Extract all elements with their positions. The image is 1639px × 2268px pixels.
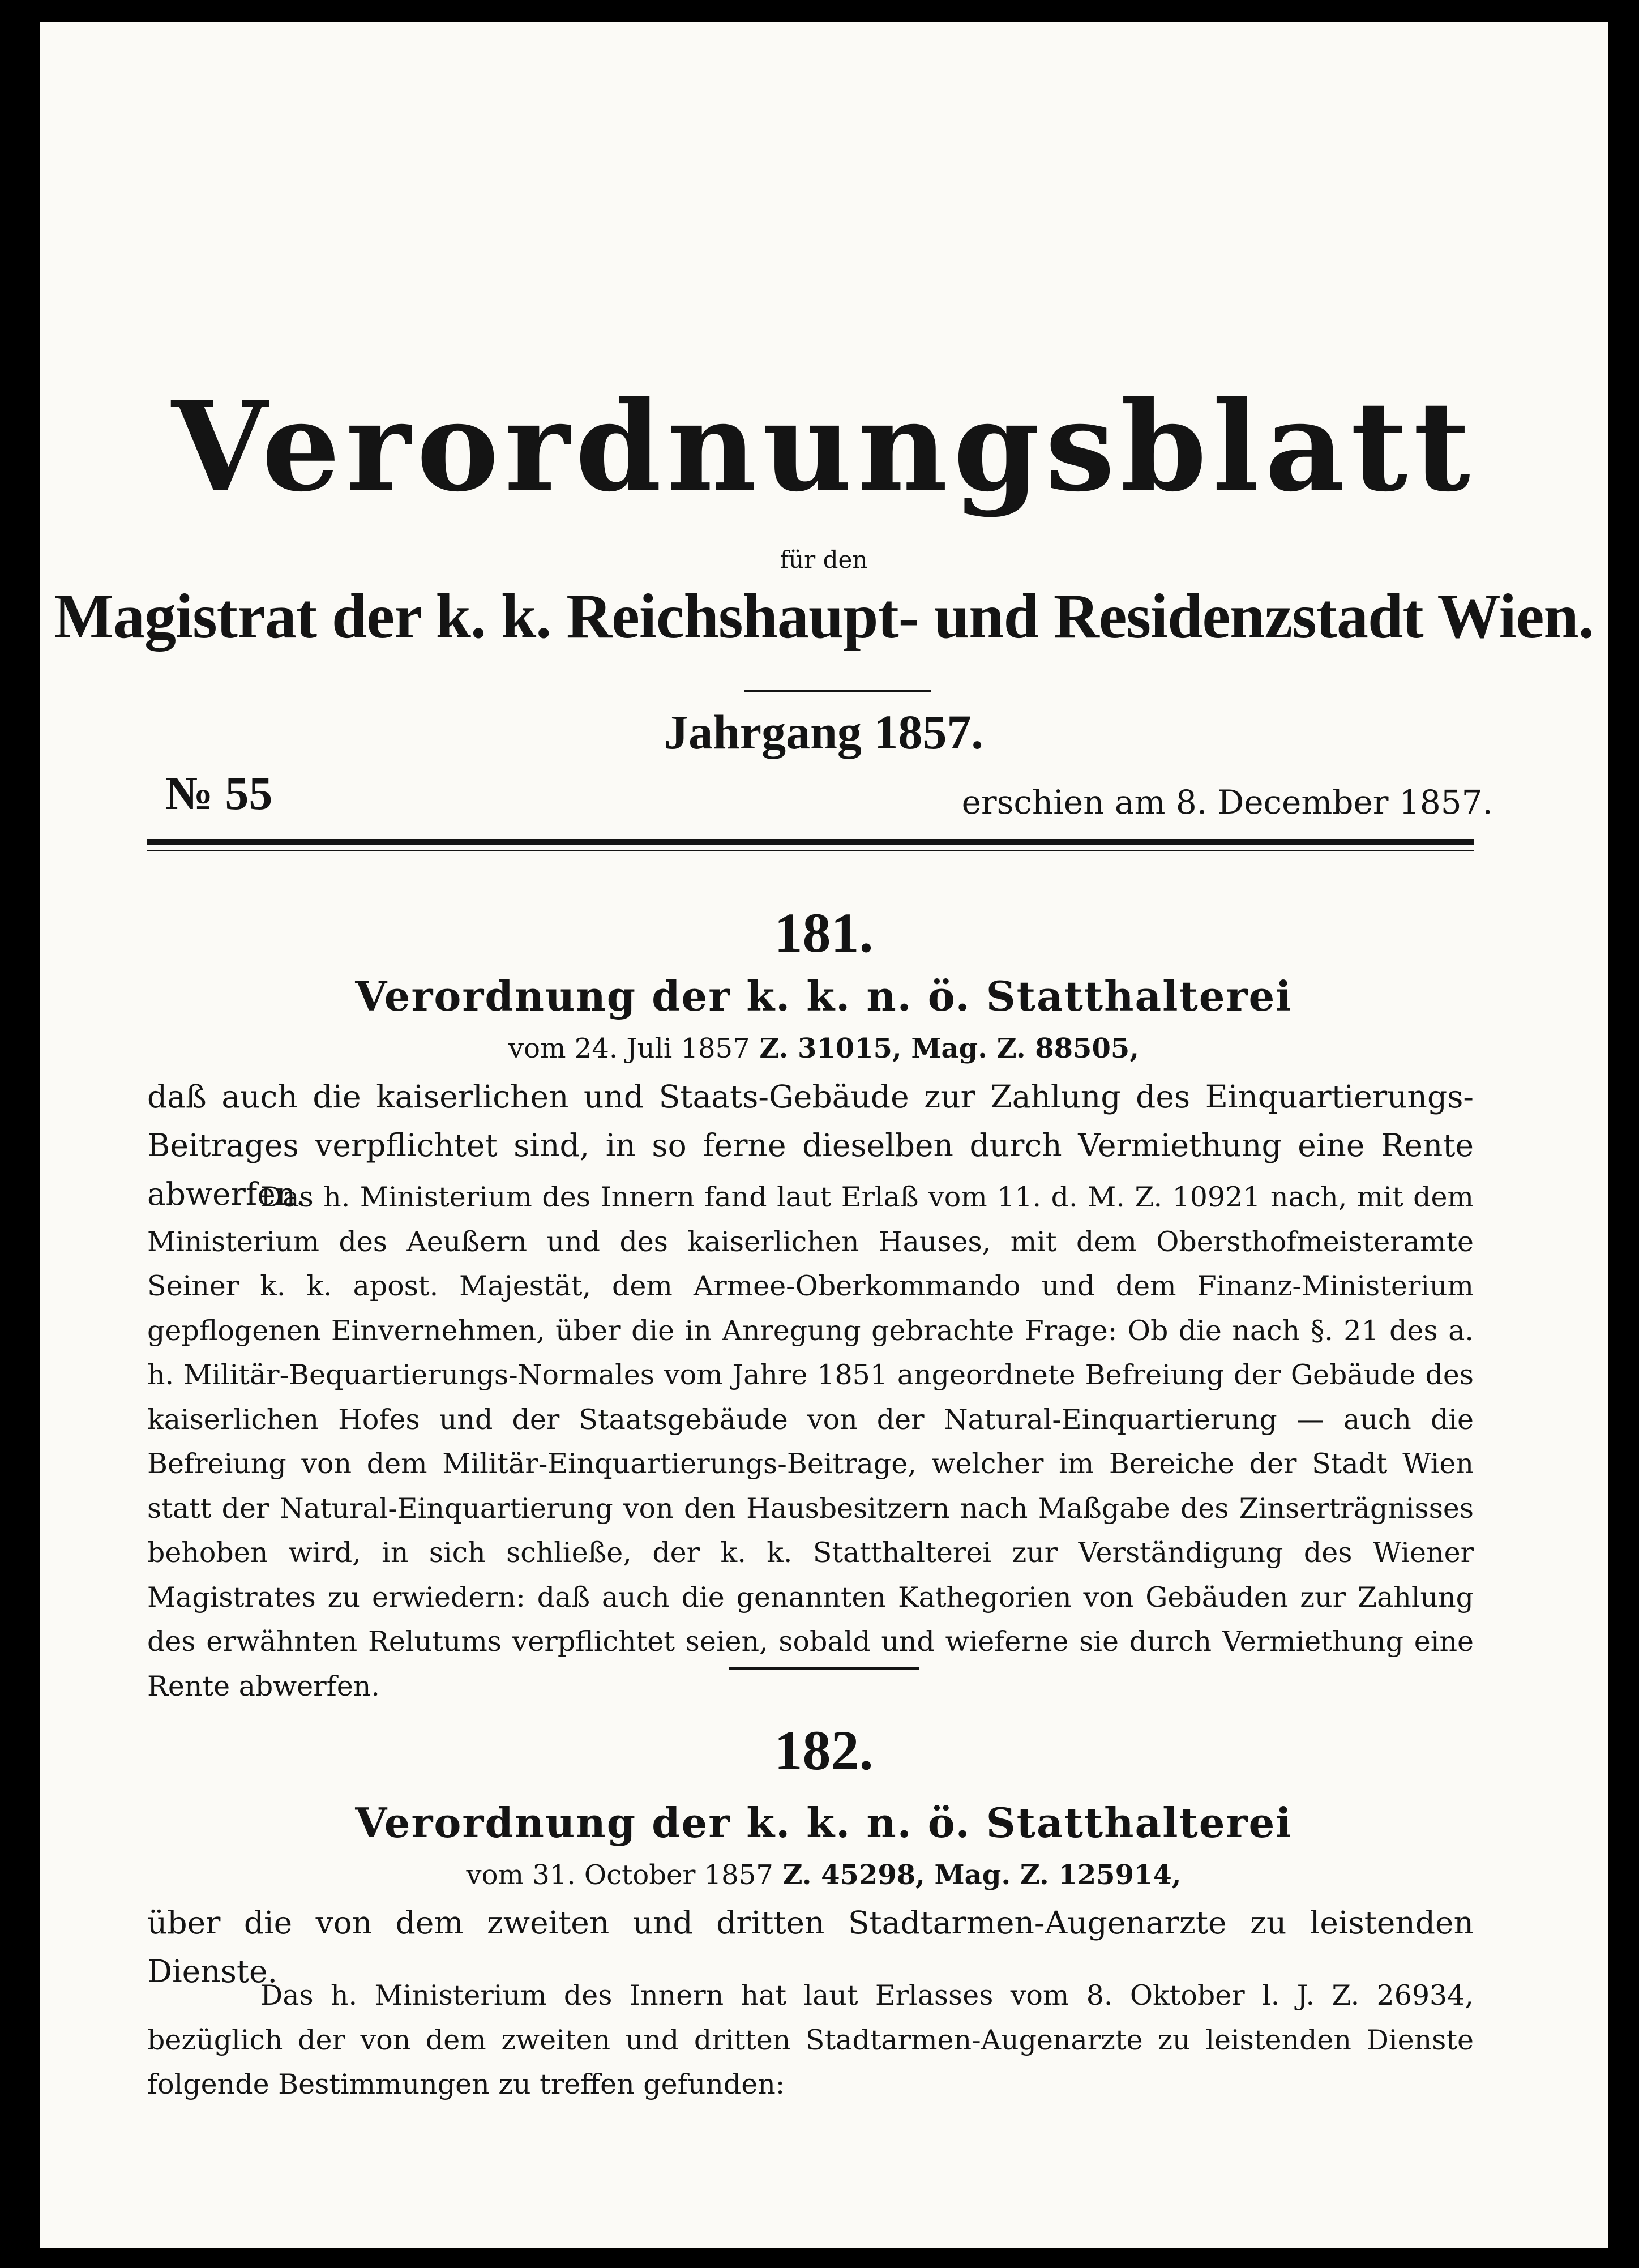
section-reference [40,1859,1608,1891]
section-reference-date: vom 24. Juli 1857 [508,1033,750,1064]
section-paragraph: Das h. Ministerium des Innern hat laut Erlasses vom 8. Oktober l. J. Z. 26934, bezüglich der von dem zweiten und dritten Stadtarmen-Augenarzte zu leistenden Dienste folgende Bestimmungen zu treffen gefunden: [147,1979,1474,2100]
section-body [147,1175,1474,1709]
issue-date: erschien am 8. December 1857. [961,783,1493,821]
document-page [40,22,1608,2248]
section-subject: über die von dem zweiten und dritten Stadtarmen-Augenarzte zu leistenden Dienste. [147,1905,1474,1989]
masthead-divider [744,690,931,692]
section-reference-date: vom 31. October 1857 [466,1859,773,1891]
section-number: 182. [774,1719,874,1782]
header-rule-thin [147,850,1474,851]
section-divider [729,1667,919,1670]
masthead-title: Verordnungsblatt [172,374,1476,519]
section-reference [40,1035,1608,1062]
issue-number: № 55 [165,767,273,820]
section-paragraph: Das h. Ministerium des Innern fand laut Erlaß vom 11. d. M. Z. 10921 nach, mit dem Ministerium des Aeußern und des kaiserlichen Hauses, mit dem Obersthofmeisteramte Seiner k. k. apost. Majestät, dem Armee-Oberkommando und dem Finanz-Ministerium gepflogenen Einvernehmen, über die in Anregung gebrachte Frage: Ob die nach §. 21 des a. h. Militär-Bequartierungs-Normales vom Jahre 1851 angeordnete Befreiung der Gebäude des kaiserlichen Hofes und der Staatsgebäude von der Natural-Einquartierung — auch die Befreiung von dem Militär-Einquartierungs-Beitrage, welcher im Bereiche der Stadt Wien statt der Natural-Einquartierung von den Hausbesitzern nach Maßgabe des Zinserträgnisses behoben wird, in sich schließe, der k. k. Statthalterei zur Verständigung des Wiener Magistrates zu erwiedern: daß auch die genannten Kathegorien von Gebäuden zur Zahlung des erwähnten Relutums verpflichtet seien, sobald und wieferne sie durch Vermiethung eine Rente abwerfen. [147,1181,1474,1702]
header-rule-thick [147,839,1474,845]
volume-year: Jahrgang 1857. [664,705,983,759]
masthead-subtitle: Magistrat der k. k. Reichshaupt- und Residenzstadt Wien. [54,581,1594,652]
section-number: 181. [774,901,874,964]
section-reference-numbers: Z. 45298, Mag. Z. 125914, [782,1859,1182,1891]
section-body [147,1974,1474,2107]
masthead-fuer-den: für den [780,546,868,574]
section-title: Verordnung der k. k. n. ö. Statthalterei [355,972,1293,1020]
section-title: Verordnung der k. k. n. ö. Statthalterei [355,1799,1293,1847]
section-subject: daß auch die kaiserlichen und Staats-Gebäude zur Zahlung des Einquartierungs-Beitrages verpflichtet sind, in so ferne dieselben durch Vermiethung eine Rente abwerfen. [147,1079,1474,1212]
section-reference-numbers: Z. 31015, Mag. Z. 88505, [759,1033,1139,1064]
